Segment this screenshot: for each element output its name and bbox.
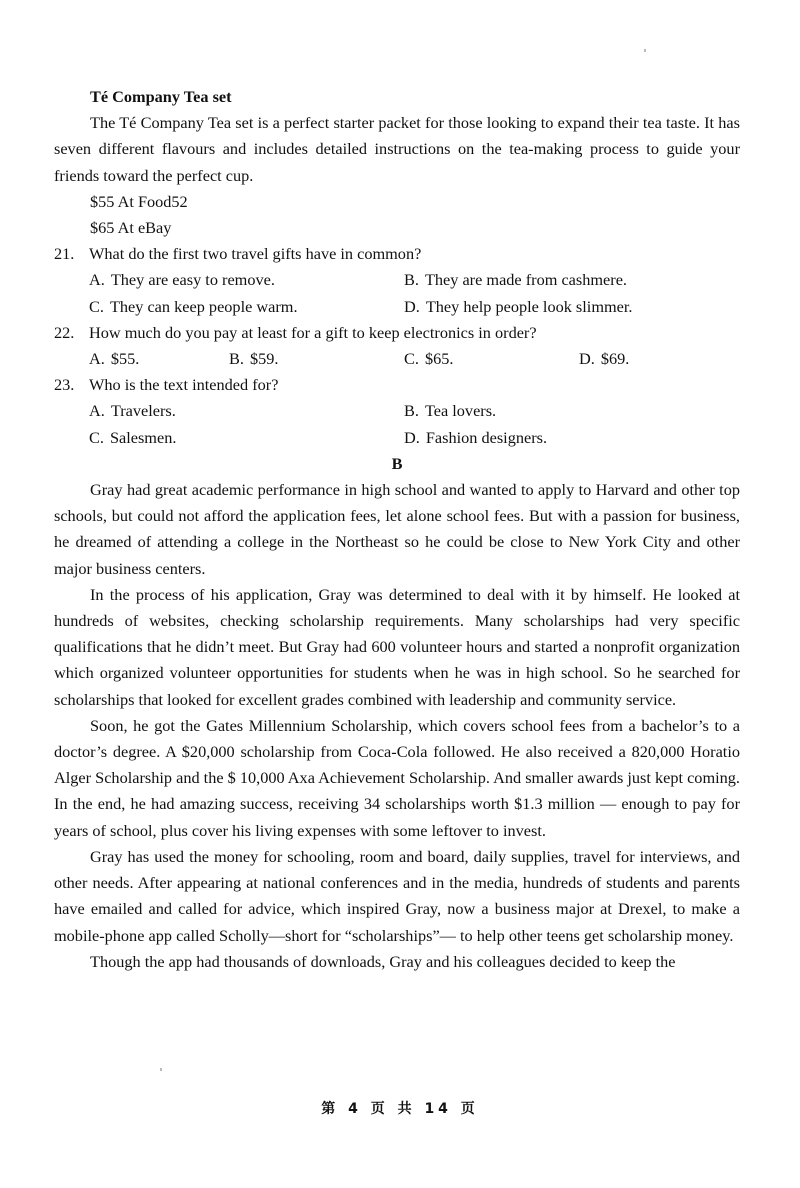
question-21	[54, 241, 740, 320]
option-d[interactable]: D. $69.	[579, 349, 630, 369]
question-22	[54, 320, 740, 372]
price-line: $65 At eBay	[90, 218, 172, 238]
section-heading-b: B	[391, 453, 403, 473]
passage-b	[54, 477, 740, 975]
option-c[interactable]: C. $65.	[404, 349, 454, 369]
option-d[interactable]: D. Fashion designers.	[404, 427, 548, 447]
passage-paragraph: Though the app had thousands of downloads, Gray and his colleagues decided to keep the	[90, 951, 676, 971]
question-stem	[54, 372, 740, 398]
question-text: Who is the text intended for?	[89, 375, 279, 395]
question-number: 21.	[54, 244, 75, 264]
passage-paragraph: Soon, he got the Gates Millennium Scholarship, which covers school fees from a bachelor’s to a doctor’s degree. A $20,000 scholarship from Coca-Cola followed. He also received a 820,000 Horatio Alger Scholarship and the $ 10,000 Axa Achievement Scholarship. And smaller awards just kept coming. In the end, he had amazing success, receiving 34 scholarships worth $1.3 million — enough to pay for years of school, plus cover his living expenses with some leftover to invest.	[54, 715, 740, 840]
passage-paragraph: In the process of his application, Gray was determined to deal with it by himself. He looked at hundreds of websites, checking scholarship requirements. Many scholarships had very specific qualifications that he didn’t meet. But Gray had 600 volunteer hours and started a nonprofit organization which organized volunteer opportunities for students when he was in high school. So he searched for scholarships that looked for excellent grades combined with leadership and community service.	[54, 584, 740, 709]
option-b[interactable]: B. They are made from cashmere.	[404, 270, 627, 290]
item-title: Té Company Tea set	[90, 87, 232, 106]
question-23	[54, 372, 740, 451]
options-row	[54, 294, 740, 320]
option-a[interactable]: A. Travelers.	[89, 401, 176, 421]
exam-page-content	[54, 84, 740, 975]
option-c[interactable]: C. They can keep people warm.	[89, 296, 298, 316]
options-row	[54, 425, 740, 451]
scan-artifact	[160, 1068, 162, 1071]
item-description: The Té Company Tea set is a perfect starter packet for those looking to expand their tea taste. It has seven different flavours and includes detailed instructions on the tea-making process to guide your friends toward the perfect cup.	[54, 113, 740, 185]
passage-paragraph: Gray has used the money for schooling, room and board, daily supplies, travel for interviews, and other needs. After appearing at national conferences and in the media, hundreds of students and parents have emailed and called for advice, which inspired Gray, now a business major at Drexel, to make a mobile-phone app called Scholly—short for “scholarships”— to help other teens get scholarship money.	[54, 846, 740, 945]
option-c[interactable]: C. Salesmen.	[89, 427, 177, 447]
scan-artifact	[644, 49, 646, 52]
options-row	[54, 398, 740, 424]
question-number: 22.	[54, 322, 75, 342]
passage-paragraph: Gray had great academic performance in high school and wanted to apply to Harvard and other top schools, but could not afford the application fees, let alone school fees. But with a passion for business, he dreamed of attending a college in the Northeast so he could be close to New York City and other major business centers.	[54, 480, 740, 578]
question-stem	[54, 320, 740, 346]
options-row	[54, 346, 740, 372]
question-text: What do the first two travel gifts have in common?	[89, 244, 422, 264]
option-b[interactable]: B. Tea lovers.	[404, 401, 497, 421]
question-text: How much do you pay at least for a gift to keep electronics in order?	[89, 322, 537, 342]
option-a[interactable]: A. $55.	[89, 349, 140, 369]
price-line: $55 At Food52	[90, 191, 188, 211]
option-a[interactable]: A. They are easy to remove.	[89, 270, 275, 290]
page-footer: 第 4 页 共 14 页	[321, 1101, 479, 1117]
question-stem	[54, 241, 740, 267]
options-row	[54, 267, 740, 293]
passage-a-tail	[54, 84, 740, 241]
question-number: 23.	[54, 375, 75, 395]
option-d[interactable]: D. They help people look slimmer.	[404, 296, 633, 316]
option-b[interactable]: B. $59.	[229, 349, 279, 369]
